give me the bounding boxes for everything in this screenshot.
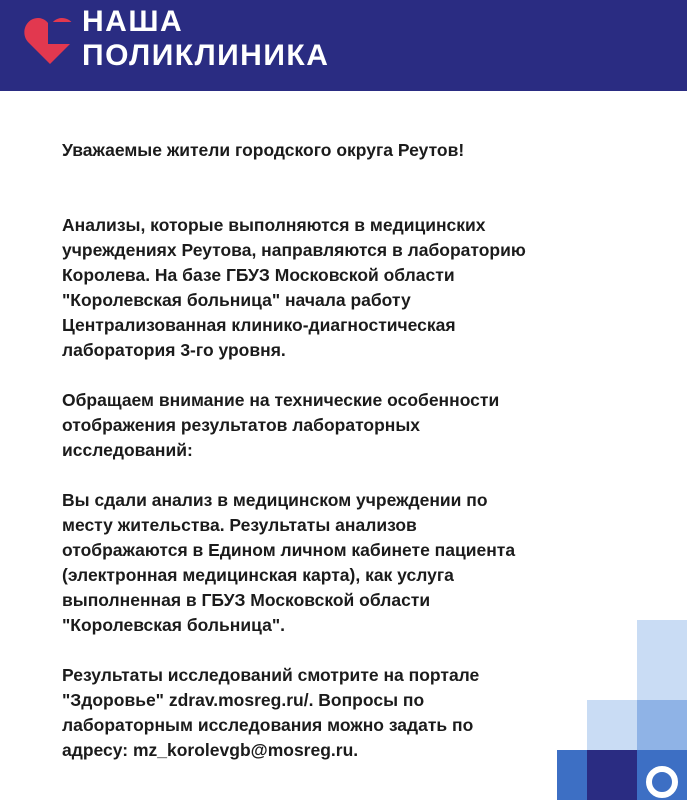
text-line: "Здоровье" zdrav.mosreg.ru/. Вопросы по bbox=[62, 690, 425, 710]
text-line: учреждениях Реутова, направляются в лабораторию bbox=[62, 240, 526, 260]
heart-logo-icon bbox=[22, 12, 78, 68]
greeting: Уважаемые жители городского округа Реутов! bbox=[62, 140, 465, 160]
text-line: "Королевская больница" начала работу bbox=[62, 290, 411, 310]
text-line: Обращаем внимание на технические особенности bbox=[62, 390, 500, 410]
text-line: исследований: bbox=[62, 440, 193, 460]
text-line: отображения результатов лабораторных bbox=[62, 415, 421, 435]
text-line: лабораторным исследования можно задать по bbox=[62, 715, 474, 735]
text-line: "Королевская больница". bbox=[62, 615, 285, 635]
text-line: (электронная медицинская карта), как услуга bbox=[62, 565, 454, 585]
text-line: отображаются в Едином личном кабинете пациента bbox=[62, 540, 516, 560]
header-banner bbox=[0, 0, 687, 91]
announcement-text bbox=[62, 138, 642, 788]
brand-line-2: ПОЛИКЛИНИКА bbox=[82, 39, 330, 72]
brand-name bbox=[82, 5, 329, 73]
text-line: адресу: mz_korolevgb@mosreg.ru. bbox=[62, 740, 359, 760]
text-line: Анализы, которые выполняются в медицинских bbox=[62, 215, 486, 235]
blue-squares-decoration-icon bbox=[557, 600, 687, 800]
paragraph-contacts bbox=[62, 663, 642, 763]
text-line: Централизованная клинико-диагностическая bbox=[62, 315, 456, 335]
text-line: Результаты исследований смотрите на портале bbox=[62, 665, 480, 685]
text-line: Вы сдали анализ в медицинском учреждении по bbox=[62, 490, 488, 510]
text-line: лаборатория 3-го уровня. bbox=[62, 340, 286, 360]
brand-line-1: НАША bbox=[82, 5, 184, 38]
text-line: Королева. На базе ГБУЗ Московской области bbox=[62, 265, 455, 285]
text-line: выполненная в ГБУЗ Московской области bbox=[62, 590, 431, 610]
paragraph-labs-info bbox=[62, 213, 642, 363]
paragraph-attention bbox=[62, 388, 642, 463]
paragraph-results-display bbox=[62, 488, 642, 638]
text-line: месту жительства. Результаты анализов bbox=[62, 515, 417, 535]
